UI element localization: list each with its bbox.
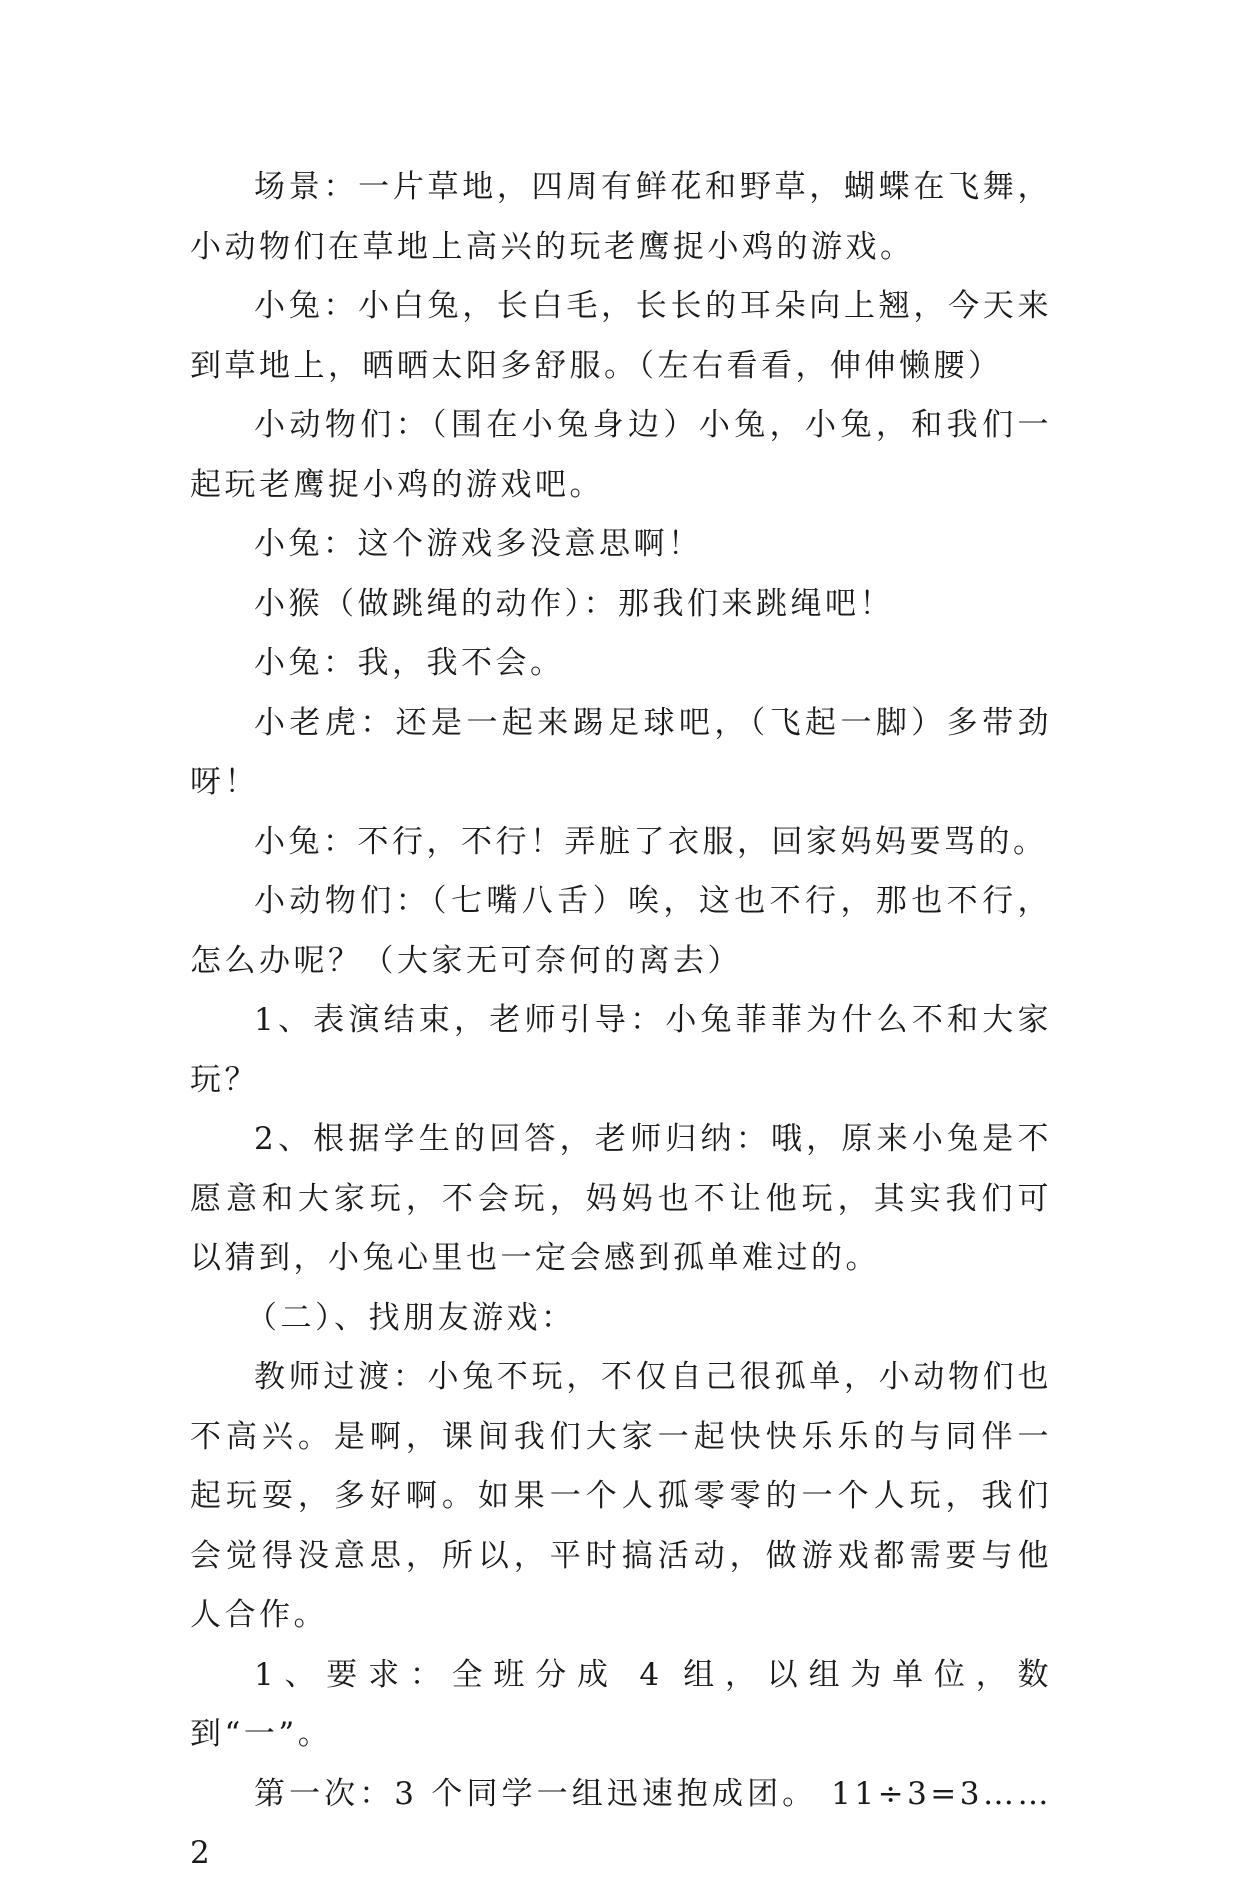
paragraph-step-2: 2、根据学生的回答，老师归纳：哦，原来小兔是不愿意和大家玩，不会玩，妈妈也不让他玩，其实我们可以猜到，小兔心里也一定会感到孤单难过的。 xyxy=(190,1121,1052,1276)
paragraph-scene: 场景：一片草地，四周有鲜花和野草，蝴蝶在飞舞，小动物们在草地上高兴的玩老鹰捉小鸡的游戏。 xyxy=(190,169,1052,265)
paragraph-requirement: 1、要求：全班分成 4 组，以组为单位，数到“一”。 xyxy=(190,1656,1052,1752)
paragraph-first-round: 第一次：3 个同学一组迅速抱成团。 11÷3=3……2 xyxy=(190,1775,1052,1871)
paragraph-monkey: 小猴（做跳绳的动作）：那我们来跳绳吧！ xyxy=(254,585,894,622)
paragraph-step-1: 1、表演结束，老师引导：小兔菲菲为什么不和大家玩？ xyxy=(190,1002,1052,1098)
paragraph-rabbit-reply-3: 小兔：不行，不行！弄脏了衣服，回家妈妈要骂的。 xyxy=(254,823,1048,860)
document-body xyxy=(190,158,1052,1884)
paragraph-tiger: 小老虎：还是一起来踢足球吧，（飞起一脚）多带劲呀！ xyxy=(190,704,1052,800)
paragraph-animals-leave: 小动物们：（七嘴八舌）唉，这也不行，那也不行，怎么办呢？（大家无可奈何的离去） xyxy=(190,883,1052,979)
paragraph-animals-invite: 小动物们：（围在小兔身边）小兔，小兔，和我们一起玩老鹰捉小鸡的游戏吧。 xyxy=(190,407,1052,503)
paragraph-rabbit-intro: 小兔：小白兔，长白毛，长长的耳朵向上翘，今天来到草地上，晒晒太阳多舒服。（左右看看，伸伸懒腰） xyxy=(190,288,1052,384)
paragraph-teacher-transition: 教师过渡：小兔不玩，不仅自己很孤单，小动物们也不高兴。是啊，课间我们大家一起快快乐乐的与同伴一起玩耍，多好啊。如果一个人孤零零的一个人玩，我们会觉得没意思，所以，平时搞活动，做游戏都需要与他人合作。 xyxy=(190,1359,1052,1633)
paragraph-rabbit-reply-2: 小兔：我，我不会。 xyxy=(254,645,565,681)
section-heading-find-friends: （二）、找朋友游戏： xyxy=(246,1299,576,1336)
paragraph-rabbit-reply-1: 小兔：这个游戏多没意思啊！ xyxy=(254,526,703,562)
